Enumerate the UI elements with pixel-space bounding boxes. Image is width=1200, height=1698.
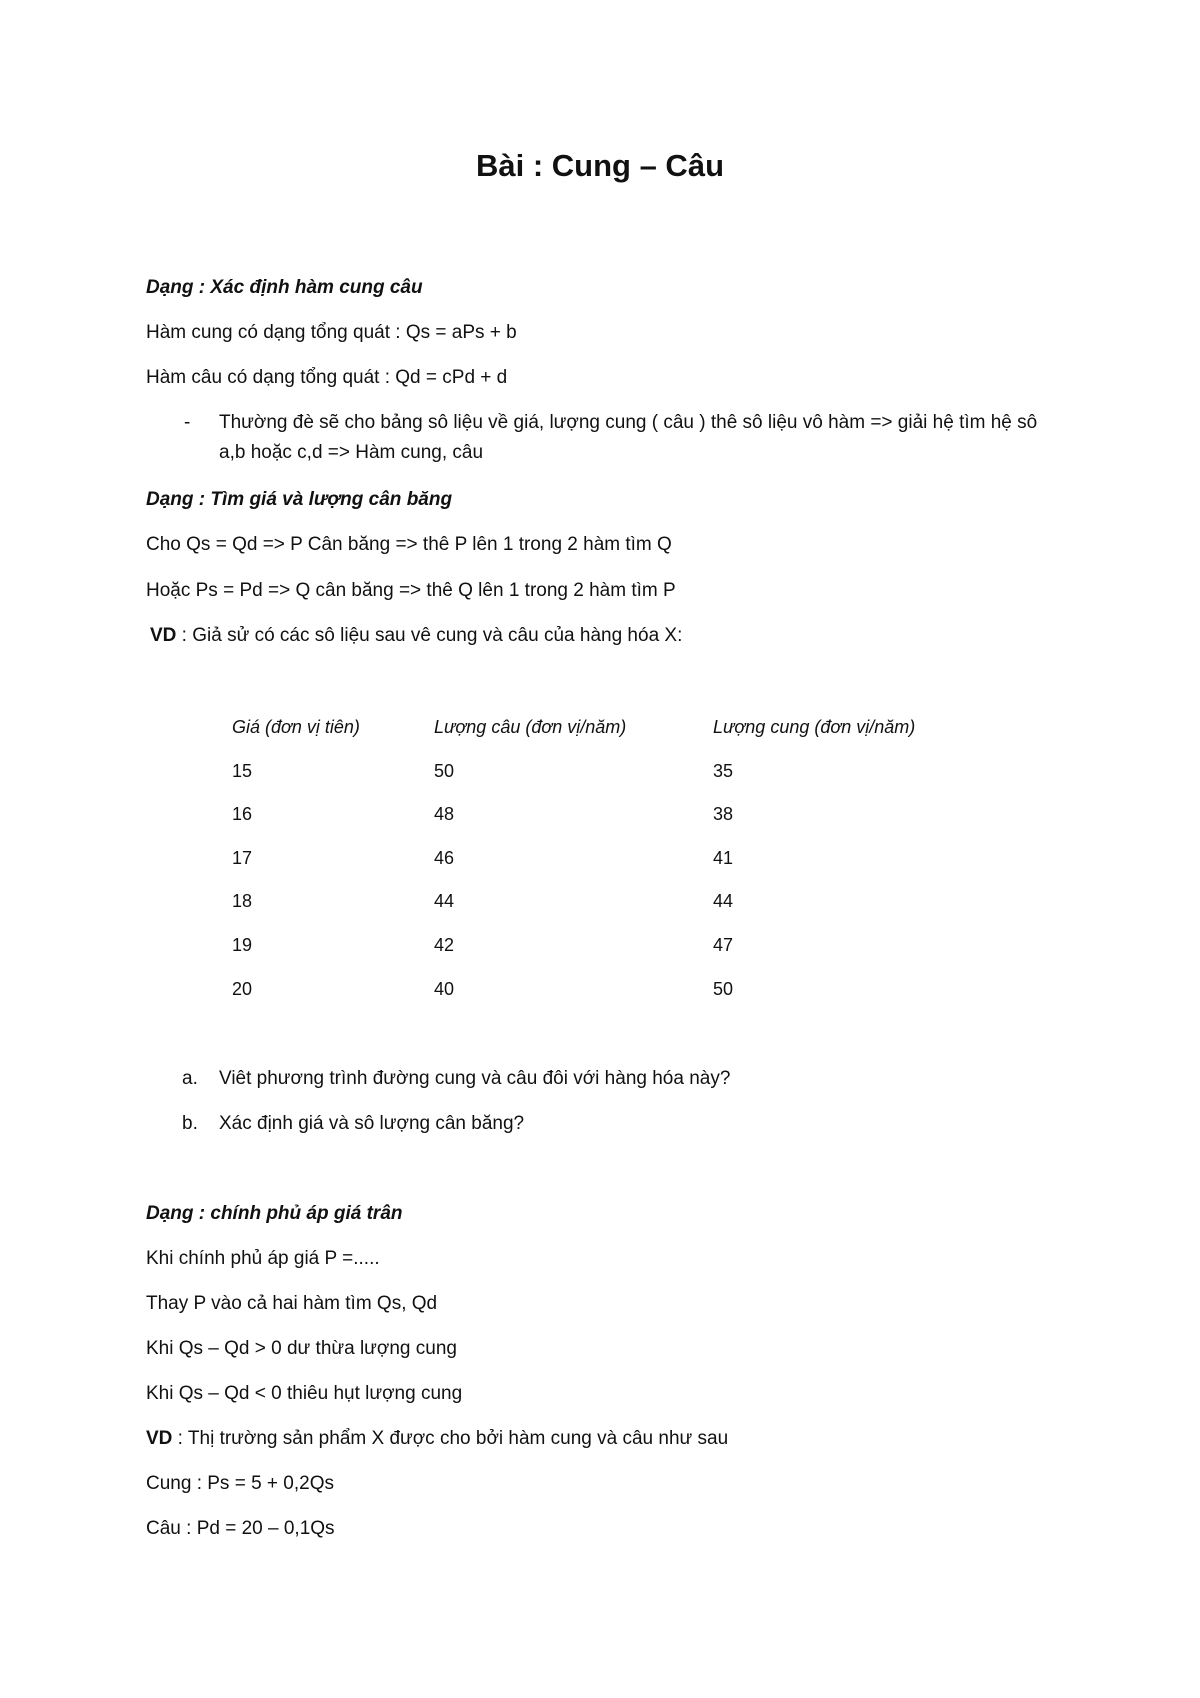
question-label-a: a. xyxy=(182,1068,198,1089)
equilibrium-method-1: Cho Qs = Qd => P Cân băng => thê P lên 1 trong 2 hàm tìm Q xyxy=(146,534,672,555)
table-cell: 18 xyxy=(232,891,253,911)
table-cell: 40 xyxy=(434,979,455,999)
table-cell: 20 xyxy=(232,979,253,999)
example-line-1 xyxy=(150,625,682,647)
table-header-quantity-supplied: Lượng cung (đơn vị/năm) xyxy=(713,717,916,737)
supply-formula: Cung : Ps = 5 + 0,2Qs xyxy=(146,1473,334,1494)
table-cell: 46 xyxy=(434,848,455,868)
equilibrium-method-2: Hoặc Ps = Pd => Q cân băng => thê Q lên 1 trong 2 hàm tìm P xyxy=(146,580,676,601)
table-cell: 15 xyxy=(232,761,253,781)
table-cell: 50 xyxy=(434,761,455,781)
ceiling-line-1: Khi chính phủ áp giá P =..... xyxy=(146,1248,380,1269)
table-cell: 47 xyxy=(713,935,734,955)
example-line-2 xyxy=(146,1428,728,1450)
table-cell: 19 xyxy=(232,935,253,955)
section-heading-supply-demand-function: Dạng : Xác định hàm cung câu xyxy=(146,277,423,298)
table-cell: 44 xyxy=(713,891,734,911)
supply-general-form: Hàm cung có dạng tổng quát : Qs = aPs + b xyxy=(146,322,517,343)
demand-formula: Câu : Pd = 20 – 0,1Qs xyxy=(146,1518,335,1539)
example-label-2: VD xyxy=(146,1428,173,1449)
page-title: Bài : Cung – Câu xyxy=(475,148,724,183)
ceiling-line-2: Thay P vào cả hai hàm tìm Qs, Qd xyxy=(146,1293,438,1314)
question-label-b: b. xyxy=(182,1113,198,1134)
table-cell: 38 xyxy=(713,804,734,824)
bullet-dash: - xyxy=(184,412,191,433)
table-cell: 44 xyxy=(434,891,455,911)
section-heading-price-ceiling: Dạng : chính phủ áp giá trân xyxy=(146,1203,403,1224)
table-cell: 16 xyxy=(232,804,253,824)
table-header-quantity-demanded: Lượng câu (đơn vị/năm) xyxy=(434,717,627,737)
table-cell: 41 xyxy=(713,848,734,868)
table-cell: 35 xyxy=(713,761,734,781)
table-cell: 50 xyxy=(713,979,734,999)
question-text-a: Viêt phương trình đường cung và câu đôi với hàng hóa này? xyxy=(219,1068,731,1089)
example-text-2: : Thị trường sản phẩm X được cho bởi hàm cung và câu như sau xyxy=(172,1428,729,1449)
bullet-text: Thường đè sẽ cho bảng sô liệu về giá, lượng cung ( câu ) thê sô liệu vô hàm => giải hệ tìm hệ sô a,b hoặc c,d => Hàm cung, câu xyxy=(219,412,1038,463)
table-cell: 17 xyxy=(232,848,253,868)
section-heading-equilibrium: Dạng : Tìm giá và lượng cân băng xyxy=(146,489,453,510)
ceiling-line-3: Khi Qs – Qd > 0 dư thừa lượng cung xyxy=(146,1338,457,1359)
table-cell: 42 xyxy=(434,935,455,955)
demand-general-form: Hàm câu có dạng tổng quát : Qd = cPd + d xyxy=(146,367,508,388)
ceiling-line-4: Khi Qs – Qd < 0 thiêu hụt lượng cung xyxy=(146,1383,463,1404)
question-text-b: Xác định giá và sô lượng cân băng? xyxy=(219,1113,525,1134)
example-label: VD xyxy=(150,625,177,646)
table-cell: 48 xyxy=(434,804,455,824)
example-text: : Giả sử có các sô liệu sau vê cung và câu của hàng hóa X: xyxy=(176,625,683,646)
table-header-price: Giá (đơn vị tiên) xyxy=(232,717,360,737)
